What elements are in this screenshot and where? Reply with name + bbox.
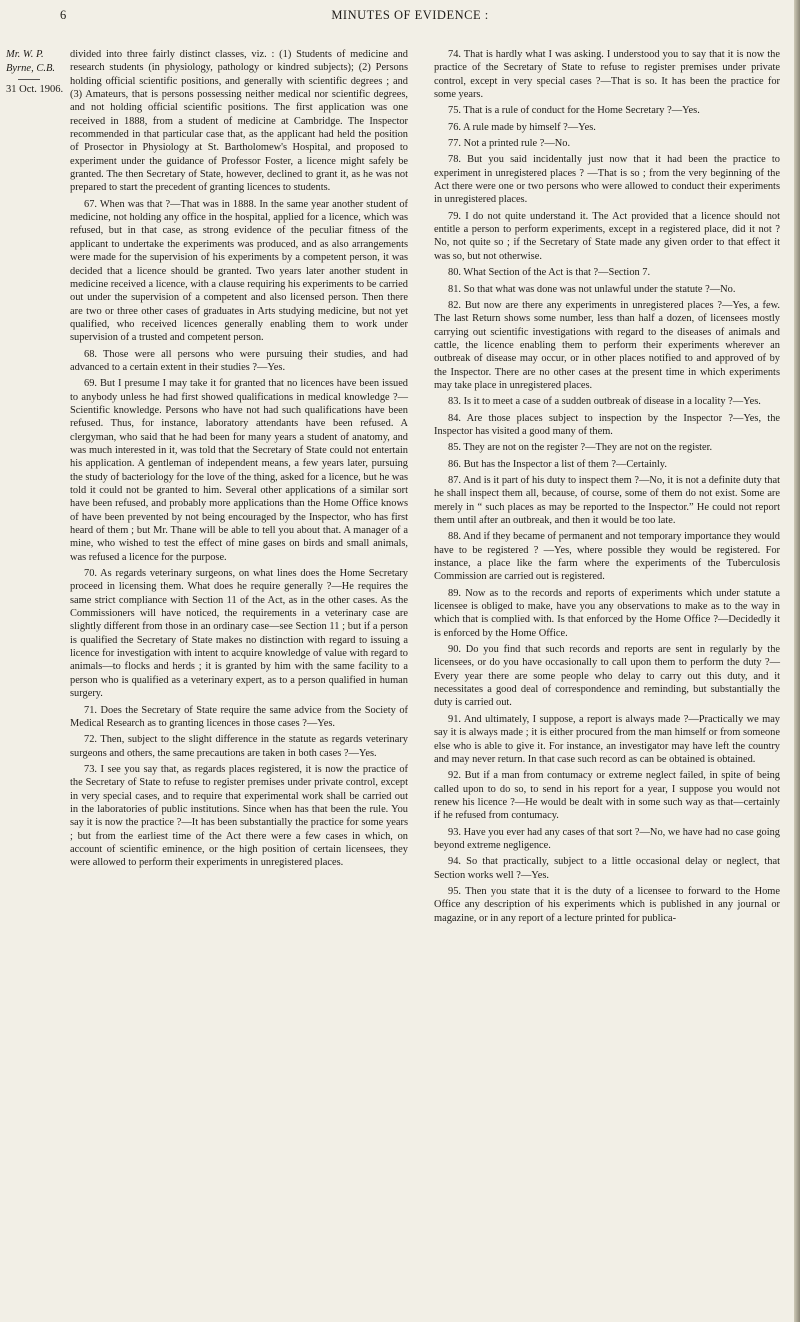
paragraph: 75. That is a rule of conduct for the Home Secretary ?—Yes. xyxy=(448,105,700,117)
paragraph: 74. That is hardly what I was asking. I understood you to say that it is now the practice of the Secretary of State to refuse to register premises under private control, except in very special cases ?—That is so. It has been the practice for some years. xyxy=(434,49,780,101)
paragraph: 89. Now as to the records and reports of experiments which under statute a licensee is obliged to make, have you any observations to make as to the way in which that is complied with. Is that enforced by the Home Office ?—Decidedly it is enforced by the Home Office. xyxy=(434,587,780,639)
paragraph: 85. They are not on the register ?—They are not on the register. xyxy=(448,442,713,454)
paragraph: 70. As regards veterinary surgeons, on what lines does the Home Secretary proceed in licensing them. What does he require generally ?—He requires the same strict compliance with Section 11 of the Act, as in the other cases. As the Commissioners will have noticed, the requirements in a veterinary case are slightly different from those in an ordinary case—see Section 11 ; but if a person is qualified the Secretary of State makes no distinction with regard to issuing a licence for investigation with intent to acquire knowledge of value with regard to animals—to flocks and herds ; it is granted by him with the same facility to a person who is qualified as a veterinary expert, as to a person qualified in human surgery. xyxy=(70,568,408,700)
right-column xyxy=(434,48,780,928)
paragraph: 86. But has the Inspector a list of them ?—Certainly. xyxy=(448,458,667,470)
paragraph: 69. But I presume I may take it for granted that no licences have been issued to anybody unless he had first showed qualifications in medical knowledge ?—Scientific knowledge. Persons who have not had such qualifications have been refused. Thus, for instance, laboratory attendants have been refused. A clergyman, who said that he had been for many years a student of anatomy, and was much interested in it, was told that the Secretary of State could not entertain his application. A gentleman of independent means, a few years later, pursuing the study of bacteriology for the love of the thing, asked for a licence, but he was told it could not be granted to him. Several other applications of a similar sort have been refused, and probably more applications than the Home Office knows of have been prevented by not being encouraged by the Inspector, who has first heard of them ; but Mr. Thane will be able to tell you about that. A manager of a mine, who wished to test the effect of mine gases on birds and small animals, was refused a licence for the purpose. xyxy=(70,378,408,563)
witness-name: Mr. W. P. Byrne, C.B. xyxy=(6,49,55,74)
paragraph: 73. I see you say that, as regards places registered, it is now the practice of the Secretary of State to refuse to register premises under private control, except in very special cases, and to require that experimental work shall be carried out in the laboratories of public institutions. Since when has that been the rule. You say it is now the practice ?—It has been substantially the practice for some years ; but from the earliest time of the Act there were a few cases in which, on account of scientific eminence, or the high position of certain licensees, they were allowed to perform their experiments in unregistered places. xyxy=(70,763,408,869)
left-column xyxy=(70,48,408,873)
margin-rule xyxy=(18,79,40,80)
paragraph: 82. But now are there any experiments in unregistered places ?—Yes, a few. The last Return shows some number, less than half a dozen, of licensees mostly carrying out scientific investigations with regard to the diseases of animals and cattle, the licence enabling them to perform their experiments wherever an outbreak of disease may occur, or in other places notified to and approved of by the Inspector. There are no other cases at the present time in which experiments may take place in unregistered places. xyxy=(434,299,780,391)
paragraph: 80. What Section of the Act is that ?—Section 7. xyxy=(448,267,651,279)
page-edge xyxy=(794,0,800,1322)
paragraph: 81. So that what was done was not unlawful under the statute ?—No. xyxy=(448,283,736,295)
paragraph: 88. And if they became of permanent and not temporary importance they would have to be registered ? —Yes, where possible they would be registered. For instance, a place like the farm where the experiments of the Tuberculosis Commission are carried out is registered. xyxy=(434,531,780,583)
running-title: MINUTES OF EVIDENCE : xyxy=(331,8,489,22)
paragraph: 83. Is it to meet a case of a sudden outbreak of disease in a locality ?—Yes. xyxy=(448,396,761,408)
paragraph: 67. When was that ?—That was in 1888. In the same year another student of medicine, not holding any office in the hospital, applied for a licence, which was refused, but in that case, as strong evidence of the peculiar fitness of the applicant to undertake the experiments was produced, and as also arrangements were made for the supervision of his experiments by a competent person, it was decided that a licence should be granted. Two years later another student in medicine received a licence, with a clause requiring his experiments to be carried out under the supervision of a competent and also licensed person. Then there are two or three other cases of graduates in Arts studying medicine, but not yet qualified, who received licences generally enabling them to work under supervision of a trusted and competent person. xyxy=(70,198,408,344)
paragraph: 90. Do you find that such records and reports are sent in regularly by the licensees, or do you have occasionally to call upon them to perform the duty ?—Every year there are some people who delay to carry out this duty, and it necessitates a good deal of correspondence and reminding, but substantially the duty is carried out. xyxy=(434,644,780,709)
paragraph: 92. But if a man from contumacy or extreme neglect failed, in spite of being called upon to do so, to send in his report for a year, I suppose you would not renew his licence ?—He would be dealt with in some such way as that—certainly if he refused from contumacy. xyxy=(434,770,780,822)
page-number: 6 xyxy=(60,8,67,22)
margin-note xyxy=(6,48,64,97)
paragraph: 68. Those were all persons who were pursuing their studies, and had advanced to a certain extent in their studies ?—Yes. xyxy=(70,348,408,373)
paragraph: 95. Then you state that it is the duty of a licensee to forward to the Home Office any description of his experiments which is published in any journal or magazine, or in any report of a lecture printed for publica- xyxy=(434,885,780,924)
page-header xyxy=(60,8,760,23)
paragraph: 71. Does the Secretary of State require the same advice from the Society of Medical Research as to granting licences in those cases ?—Yes. xyxy=(70,704,408,729)
paragraph: 87. And is it part of his duty to inspect them ?—No, it is not a definite duty that he shall inspect them all, because, of course, some of them do not exist. Some are merely in “ such places as may be reported to the Inspector.” He could not report them until after an outbreak, and then it would be too late. xyxy=(434,474,780,526)
paragraph: 76. A rule made by himself ?—Yes. xyxy=(448,121,596,133)
paragraph: 78. But you said incidentally just now that it had been the practice to experiment in unregistered places ? —That is so ; from the very beginning of the Act there were one or two persons who were allowed to conduct their experiments in unregistered places. xyxy=(434,154,780,206)
paragraph: 84. Are those places subject to inspection by the Inspector ?—Yes, the Inspector has visited a good many of them. xyxy=(434,412,780,437)
paragraph: 77. Not a printed rule ?—No. xyxy=(448,138,571,150)
paragraph: 93. Have you ever had any cases of that sort ?—No, we have had no case going beyond extreme negligence. xyxy=(434,826,780,851)
paragraph: 72. Then, subject to the slight difference in the statute as regards veterinary surgeons and others, the same precautions are taken in both cases ?—Yes. xyxy=(70,734,408,759)
paragraph: 91. And ultimately, I suppose, a report is always made ?—Practically we may say it is always made ; it is either procured from the man himself or from someone else who is able to give it. For instance, an investigator may have left the country and may never return. In that case such record as can be obtained is obtained. xyxy=(434,713,780,765)
paragraph: divided into three fairly distinct classes, viz. : (1) Students of medicine and research students (in physiology, pathology or kindred subjects); (2) Persons holding official scientific positions, and generally with scientific degrees ; and (3) Amateurs, that is persons possessing neither medical nor scientific degrees, and not holding official scientific positions. The first application was one received in 1888, from a student of medicine at Cambridge. The Inspector recommended in that particular case that, as the applicant had held the position of Prosector in Physiology at St. Bartholomew's Hospital, and proposed to experiment under the guidance of Professor Foster, a licence might safely be granted. The then Secretary of State, however, declined to grant it, as he was not prepared to start the precedent of granting licences to students. xyxy=(70,49,408,194)
evidence-date: 31 Oct. 1906. xyxy=(6,84,64,95)
paragraph: 79. I do not quite understand it. The Act provided that a licence should not entitle a person to perform experiments, except in a registered place, did it not ? No, not quite so ; if the Secretary of State made any given order to that effect it was so, but not otherwise. xyxy=(434,210,780,262)
paragraph: 94. So that practically, subject to a little occasional delay or neglect, that Section works well ?—Yes. xyxy=(434,856,780,881)
